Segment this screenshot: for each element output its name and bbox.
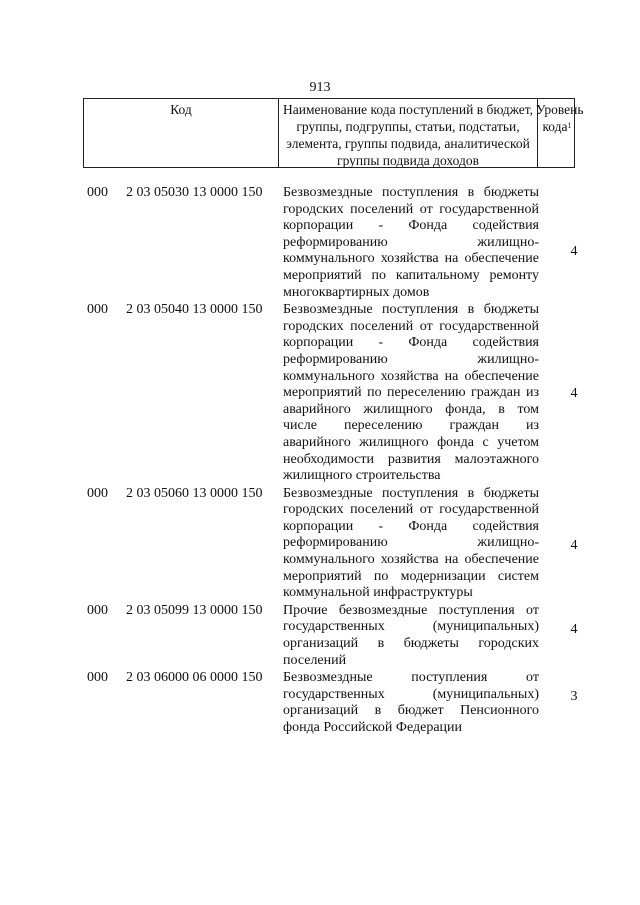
income-name: Безвозмездные поступления в бюджеты городских поселений от государственной корпорации - Фонда содействия реформированию жилищно-коммунального хозяйства на обеспечение мероприятий по переселению граждан из аварийного жилищного фонда, в том числе переселению граждан из аварийного жилищного фонда с учетом необходимости развития малоэтажного жилищного строительства bbox=[283, 302, 539, 484]
income-name: Прочие безвозмездные поступления от государственных (муниципальных) организаций в бюджеты городских поселений bbox=[283, 602, 539, 668]
admin-code: 000 bbox=[87, 485, 108, 501]
code-level: 4 bbox=[570, 537, 578, 553]
code-level: 3 bbox=[570, 689, 578, 705]
code-level: 4 bbox=[570, 244, 578, 259]
income-code: 2 03 05060 13 0000 150 bbox=[126, 485, 263, 501]
footnote-marker: 1 bbox=[567, 121, 572, 130]
income-name: Безвозмездные поступления в бюджеты городских поселений от государственной корпорации - Фонда содействия реформированию жилищно-коммунального хозяйства на обеспечение мероприятий по модернизации систем коммунальной инфраструктуры bbox=[283, 485, 539, 601]
table-row bbox=[0, 302, 640, 485]
header-code: Код bbox=[84, 99, 279, 167]
header-level-text bbox=[536, 101, 584, 135]
table-row bbox=[0, 185, 640, 301]
income-code: 2 03 06000 06 0000 150 bbox=[126, 670, 263, 686]
header-level bbox=[536, 99, 584, 167]
table-header bbox=[83, 98, 584, 168]
income-name: Безвозмездные поступления от государственных (муниципальных) организаций в бюджет Пенсионного фонда Российской Федерации bbox=[283, 670, 539, 735]
header-name: Наименование кода поступлений в бюджет, группы, подгруппы, статьи, подстатьи, элемента, группы подвида, аналитической группы подвида доходов bbox=[279, 99, 538, 167]
admin-code: 000 bbox=[87, 602, 108, 618]
page-number: 913 bbox=[309, 80, 331, 95]
table-row bbox=[0, 670, 640, 736]
table-body bbox=[0, 185, 640, 737]
income-code: 2 03 05040 13 0000 150 bbox=[126, 302, 263, 318]
income-code: 2 03 05099 13 0000 150 bbox=[126, 602, 263, 618]
admin-code: 000 bbox=[87, 185, 108, 200]
header-level-label: Уровень кода bbox=[536, 102, 584, 134]
table-row bbox=[0, 486, 640, 602]
admin-code: 000 bbox=[87, 670, 108, 686]
income-name: Безвозмездные поступления в бюджеты городских поселений от государственной корпорации - Фонда содействия реформированию жилищно-коммунального хозяйства на обеспечение мероприятий по капитальному ремонту многоквартирных домов bbox=[283, 185, 539, 300]
code-level: 4 bbox=[570, 386, 578, 402]
table-row bbox=[0, 603, 640, 669]
income-code: 2 03 05030 13 0000 150 bbox=[126, 185, 263, 200]
code-level: 4 bbox=[570, 621, 578, 637]
admin-code: 000 bbox=[87, 302, 108, 318]
